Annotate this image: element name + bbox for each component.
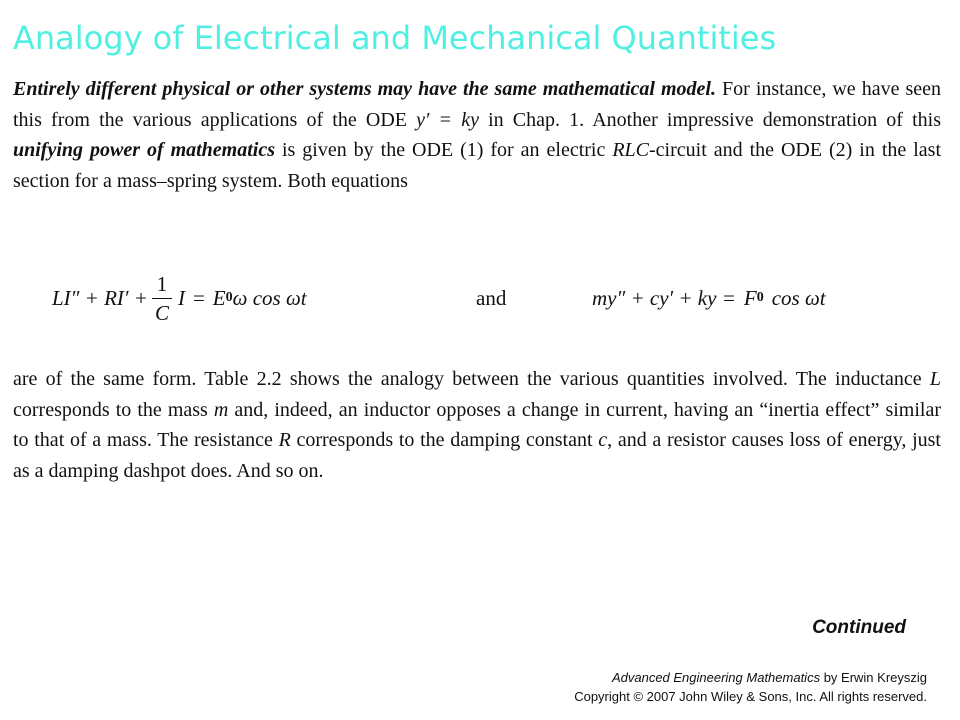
footer-credit [574, 668, 927, 706]
analogy-paragraph [13, 364, 941, 486]
author-text: by Erwin Kreyszig [820, 670, 927, 685]
damping-symbol: c [598, 429, 608, 451]
emf-symbol: E [212, 285, 226, 310]
emf-subscript: 0 [225, 290, 233, 305]
rlc-equation-rhs: ω cos ωt [232, 285, 307, 310]
text-segment: , and a resistor causes loss of energy, just as a damping dashpot does. And so on. [13, 429, 941, 482]
rlc-equation [52, 262, 307, 334]
text-segment: -circuit and the ODE (2) in the last section for a mass–spring system. Both equations [13, 139, 942, 192]
mass-spring-rhs: cos ωt [771, 285, 826, 310]
equals-sign: = [192, 285, 205, 310]
fraction-one-over-c [152, 270, 172, 327]
text-segment: corresponds to the mass [13, 398, 214, 421]
force-subscript: 0 [756, 290, 764, 305]
continued-label: Continued [812, 617, 906, 638]
mass-spring-lhs: my″ + cy′ + ky = [592, 285, 736, 310]
ode-y-expression: y′ = ky [416, 108, 479, 131]
slide-title: Analogy of Electrical and Mechanical Quantities [13, 19, 777, 57]
rlc-term: RLC [612, 139, 650, 161]
text-segment: is given by the ODE (1) for an electric [275, 139, 613, 161]
force-symbol: F [743, 285, 757, 310]
inductance-symbol: L [929, 368, 941, 390]
resistance-symbol: R [278, 429, 291, 451]
fraction-numerator: 1 [156, 271, 168, 296]
footer-book-line [574, 668, 927, 687]
text-segment: in Chap. 1. Another impressive demonstration of this [478, 108, 941, 131]
mass-spring-equation [592, 262, 826, 334]
text-segment: and, indeed, an inductor opposes a change in current, having an “inertia effect” similar to that of a mass. The resistance [13, 398, 941, 451]
fraction-denominator: C [152, 298, 172, 327]
book-title: Advanced Engineering Mathematics [611, 670, 821, 685]
copyright-line: Copyright © 2007 John Wiley & Sons, Inc. All rights reserved. [574, 689, 927, 704]
lead-sentence: Entirely different physical or other systems may have the same mathematical model. [13, 78, 716, 100]
rlc-equation-prefix: LI″ + RI′ + [52, 285, 148, 310]
current-symbol: I [177, 285, 185, 310]
equation-connector: and [476, 285, 507, 310]
text-segment: are of the same form. Table 2.2 shows the analogy between the various quantities involved. The inductance [13, 368, 930, 390]
intro-paragraph [13, 74, 941, 196]
emphasis-phrase: unifying power of mathematics [13, 139, 276, 161]
text-segment: corresponds to the damping constant [290, 429, 599, 451]
text-segment: For instance, we have seen this from the various applications of the ODE [13, 78, 942, 131]
mass-symbol: m [213, 398, 229, 421]
